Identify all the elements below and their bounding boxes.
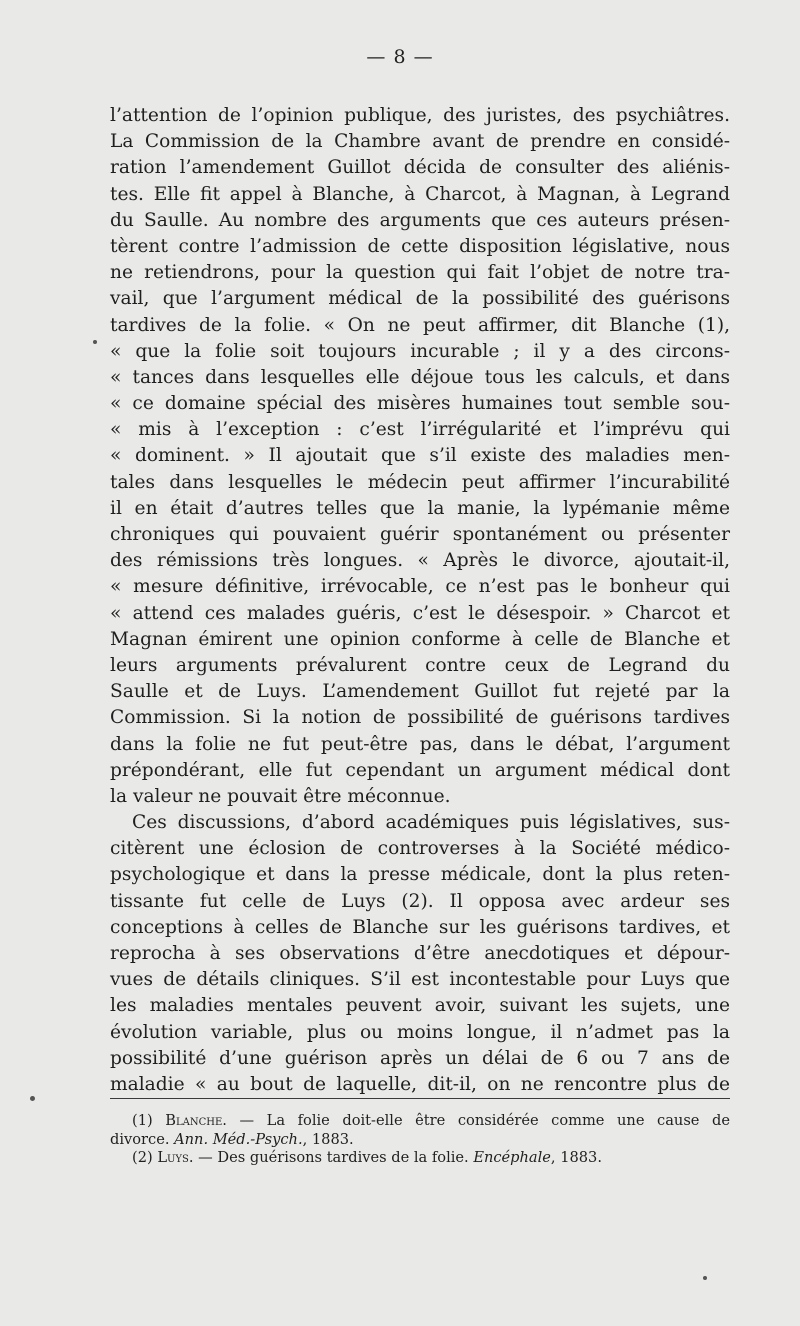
footnote-author: Blanche <box>165 1112 223 1129</box>
footnotes <box>110 1112 730 1168</box>
footnote-divider <box>110 1098 730 1099</box>
text-line: « mis à l’exception : c’est l’irrégularité et l’imprévu qui <box>110 419 730 441</box>
footnote-marker: (1) <box>132 1112 166 1129</box>
text-line: l’attention de l’opinion publique, des juristes, des psychiâtres. <box>110 105 730 126</box>
footnote-text: divorce. <box>110 1130 175 1148</box>
text-line: prépondérant, elle fut cependant un argument médical dont <box>110 759 730 781</box>
text-line: vues de détails cliniques. S’il est incontestable pour Luys que <box>110 969 730 991</box>
footnote-journal: Ann. Méd.-Psych. <box>174 1130 303 1148</box>
text-line: « mesure définitive, irrévocable, ce n’est pas le bonheur qui <box>110 576 730 598</box>
footnote-text: . — La folie doit-elle être considérée comme une cause de <box>222 1112 730 1129</box>
paper-speck <box>703 1276 707 1280</box>
text-line: Commission. Si la notion de possibilité de guérisons tardives <box>110 707 730 729</box>
text-line: Saulle et de Luys. L’amendement Guillot fut rejeté par la <box>110 681 730 703</box>
text-line: dans la folie ne fut peut-être pas, dans le débat, l’argument <box>110 733 730 755</box>
text-line: tèrent contre l’admission de cette disposition législative, nous <box>110 235 730 257</box>
footnote-text: , 1883. <box>302 1130 354 1148</box>
text-line: chroniques qui pouvaient guérir spontanément ou présenter <box>110 524 730 545</box>
text-line: tes. Elle fit appel à Blanche, à Charcot, à Magnan, à Legrand <box>110 183 730 205</box>
text-line: il en était d’autres telles que la manie, la lypémanie même <box>110 497 730 519</box>
text-line: ne retiendrons, pour la question qui fait l’objet de notre tra- <box>110 262 730 284</box>
paper-speck <box>30 1096 35 1101</box>
text-line: tardives de la folie. « On ne peut affirmer, dit Blanche (1), <box>110 314 730 336</box>
footnote-author: Luys <box>157 1149 189 1166</box>
text-line: « dominent. » Il ajoutait que s’il existe des maladies men- <box>110 445 730 467</box>
text-line: La Commission de la Chambre avant de prendre en considé- <box>110 131 730 153</box>
body-text <box>110 103 730 1098</box>
page-number: — 8 — <box>366 46 434 68</box>
text-line: des rémissions très longues. « Après le divorce, ajoutait-il, <box>110 550 730 572</box>
text-line: citèrent une éclosion de controverses à la Société médico- <box>110 838 730 860</box>
text-line: possibilité d’une guérison après un délai de 6 ou 7 ans de <box>110 1047 730 1069</box>
footnote-1-line-2 <box>110 1131 730 1150</box>
footnote-journal: Encéphale <box>473 1149 551 1166</box>
text-line: maladie « au bout de laquelle, dit-il, on ne rencontre plus de <box>110 1073 730 1095</box>
footnote-2 <box>110 1149 730 1168</box>
text-line: « attend ces malades guéris, c’est le désespoir. » Charcot et <box>110 602 730 624</box>
text-line: « tances dans lesquelles elle déjoue tous les calculs, et dans <box>110 366 730 388</box>
text-line: leurs arguments prévalurent contre ceux de Legrand du <box>110 654 730 676</box>
text-line: évolution variable, plus ou moins longue, il n’admet pas la <box>110 1021 730 1043</box>
text-line: tales dans lesquelles le médecin peut affirmer l’incurabilité <box>110 471 730 493</box>
text-line: vail, que l’argument médical de la possibilité des guérisons <box>110 288 730 310</box>
text-line: du Saulle. Au nombre des arguments que ces auteurs présen- <box>110 209 730 231</box>
footnote-text: . — Des guérisons tardives de la folie. <box>188 1149 474 1166</box>
text-line: les maladies mentales peuvent avoir, suivant les sujets, une <box>110 995 730 1017</box>
text-line: la valeur ne pouvait être méconnue. <box>110 785 451 807</box>
text-line: conceptions à celles de Blanche sur les guérisons tardives, et <box>110 916 730 938</box>
text-line: ration l’amendement Guillot décida de consulter des aliénis- <box>110 157 730 179</box>
text-line: « ce domaine spécial des misères humaines tout semble sou- <box>110 393 730 415</box>
footnote-1-line-1 <box>110 1112 730 1131</box>
text-line: Magnan émirent une opinion conforme à celle de Blanche et <box>110 628 730 650</box>
text-line: Ces discussions, d’abord académiques puis législatives, sus- <box>132 812 730 834</box>
text-line: tissante fut celle de Luys (2). Il opposa avec ardeur ses <box>110 890 730 912</box>
paper-speck <box>93 340 97 344</box>
text-line: « que la folie soit toujours incurable ; il y a des circons- <box>110 340 730 362</box>
text-line: psychologique et dans la presse médicale, dont la plus reten- <box>110 864 730 886</box>
footnote-marker: (2) <box>132 1149 158 1166</box>
text-line: reprocha à ses observations d’être anecdotiques et dépour- <box>110 943 730 964</box>
footnote-text: , 1883. <box>550 1149 602 1166</box>
